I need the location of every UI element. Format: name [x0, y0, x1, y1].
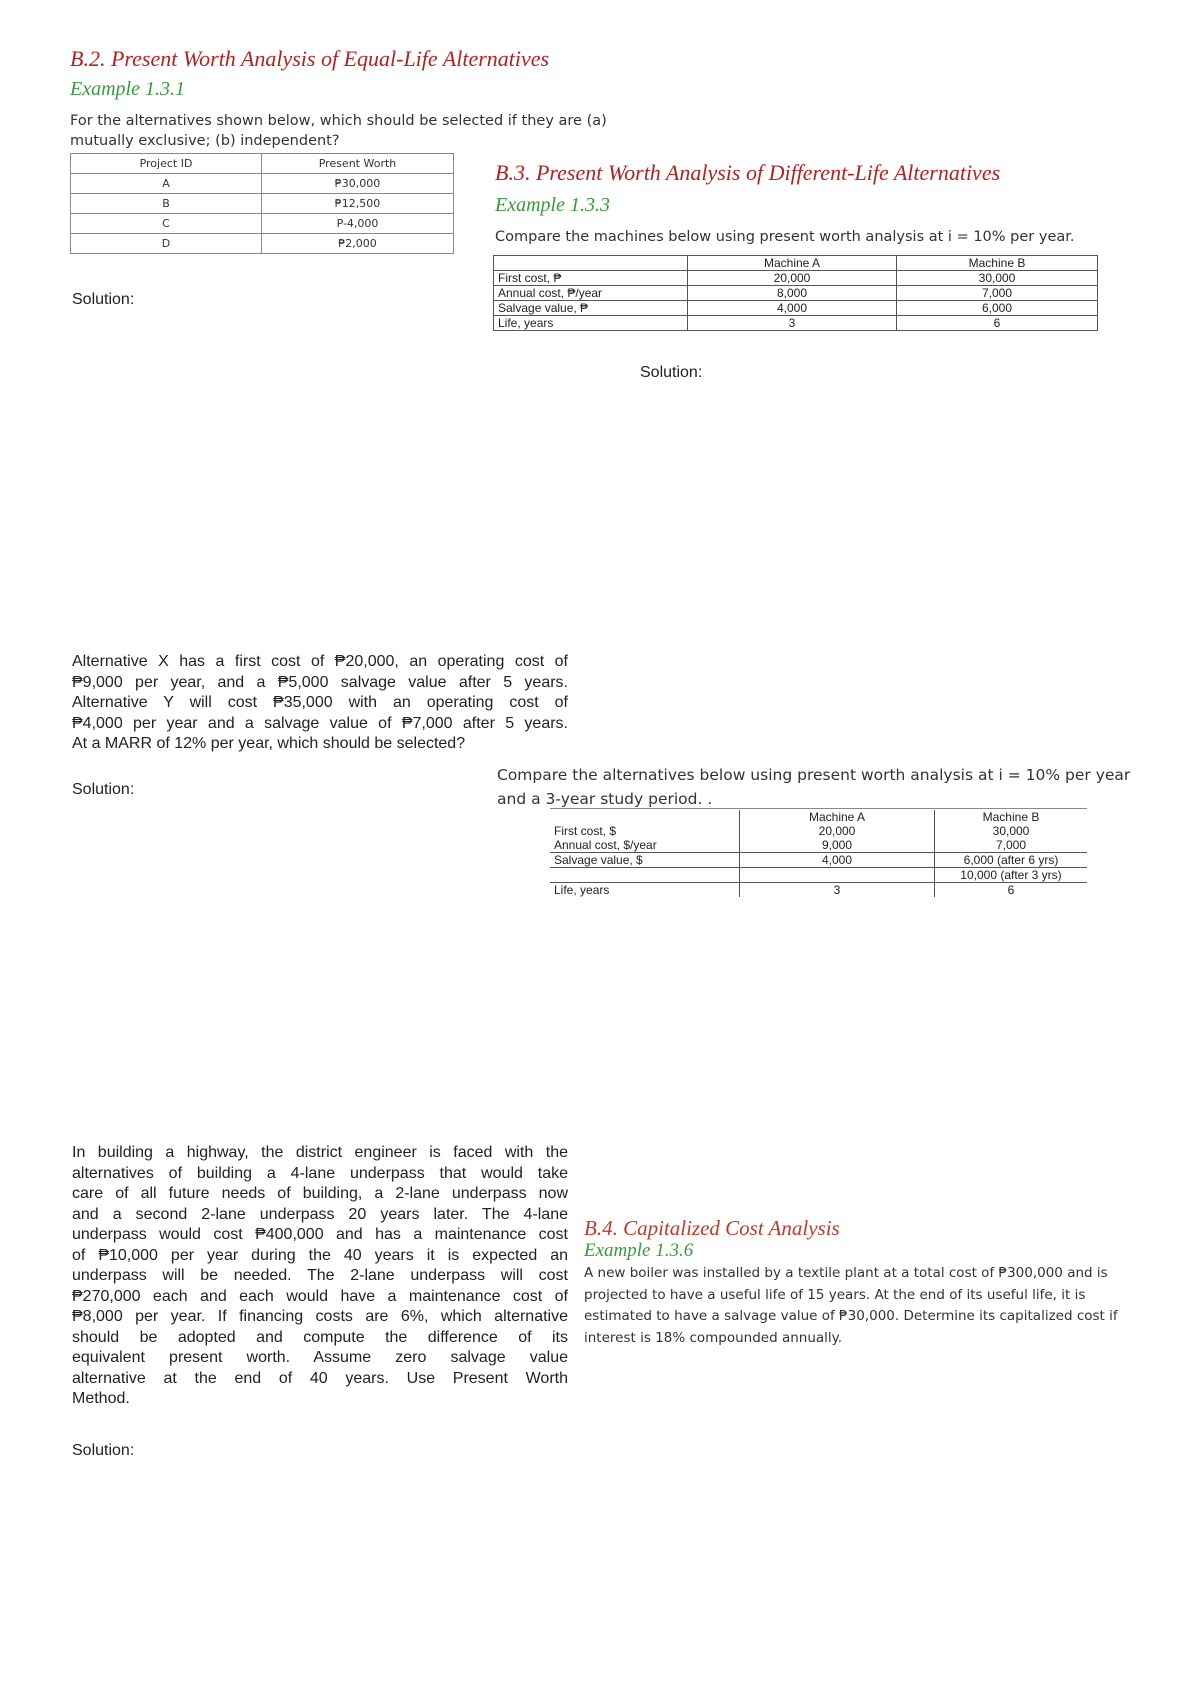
b3-machine-table [493, 255, 1098, 331]
table-cell: 9,000 [740, 838, 935, 853]
table-header-cell: Project ID [71, 154, 262, 174]
highway-line: of ₱10,000 per year during the 40 years it is expected an [72, 1246, 568, 1264]
alt-xy-problem [72, 652, 568, 755]
table-cell: 7,000 [897, 286, 1098, 301]
table-cell: Life, years [550, 883, 740, 898]
table-row [550, 838, 1087, 853]
b2-problem-line1: For the alternatives shown below, which should be selected if they are (a) [70, 113, 607, 129]
table-cell [740, 868, 935, 883]
table-cell: P-4,000 [262, 214, 454, 234]
table-cell: Life, years [494, 316, 688, 331]
table-cell: D [71, 234, 262, 254]
table-header-cell [550, 810, 740, 824]
table-cell: Salvage value, ₱ [494, 301, 688, 316]
alt-xy-line: ₱9,000 per year, and a ₱5,000 salvage value after 5 years. [72, 673, 568, 691]
table-cell: ₱30,000 [262, 174, 454, 194]
table-row [550, 868, 1087, 883]
b4-example-label: Example 1.3.6 [584, 1240, 694, 1261]
alt-xy-line: Alternative Y will cost ₱35,000 with an operating cost of [72, 694, 568, 711]
study-period-table [550, 810, 1087, 897]
table-cell: First cost, $ [550, 824, 740, 838]
table-row [494, 286, 1098, 301]
table-row [550, 853, 1087, 868]
table-cell: 6 [1007, 883, 1015, 897]
b3-example-label: Example 1.3.3 [495, 194, 610, 216]
table-row [71, 194, 454, 214]
table-header-row [494, 256, 1098, 271]
b4-problem [584, 1263, 1118, 1349]
b4-line: projected to have a useful life of 15 years. At the end of its useful life, it is [584, 1286, 1086, 1303]
highway-problem [72, 1143, 568, 1410]
table-row [71, 214, 454, 234]
table-cell: B [71, 194, 262, 214]
table-row [550, 883, 1087, 898]
table-header-cell: Machine B [982, 810, 1040, 824]
highway-line: In building a highway, the district engineer is faced with the [72, 1144, 568, 1161]
table-cell: 8,000 [688, 286, 897, 301]
highway-line: and a second 2-lane underpass 20 years later. The 4-lane [72, 1205, 568, 1223]
table-cell: 6,000 (after 6 yrs) [935, 853, 1088, 868]
b3-problem: Compare the machines below using present worth analysis at i = 10% per year. [495, 229, 1075, 245]
b2-solution-label: Solution: [72, 291, 135, 308]
table-cell: C [71, 214, 262, 234]
highway-solution-label: Solution: [72, 1442, 135, 1459]
table-header-cell: Machine A [688, 256, 897, 271]
highway-line: should be adopted and compute the difference of its [72, 1328, 568, 1346]
table-cell: 6,000 [897, 301, 1098, 316]
table-cell: A [71, 174, 262, 194]
table-header-cell: Present Worth [262, 154, 454, 174]
table-row [550, 824, 1087, 838]
table-cell: Annual cost, ₱/year [494, 286, 688, 301]
table-cell: 30,000 [992, 824, 1030, 838]
table-cell: 6 [897, 316, 1098, 331]
study-table-top-rule [550, 808, 1087, 809]
b4-line: A new boiler was installed by a textile plant at a total cost of ₱300,000 and is [584, 1265, 1108, 1281]
highway-line: ₱270,000 each and each would have a maintenance cost of [72, 1287, 568, 1305]
highway-line: Method. [72, 1390, 130, 1407]
alt-xy-solution-label: Solution: [72, 781, 135, 798]
b2-title: B.2. Present Worth Analysis of Equal-Life Alternatives [70, 46, 550, 71]
table-header-cell: Machine A [740, 810, 935, 824]
table-cell: First cost, ₱ [494, 271, 688, 286]
table-cell: 20,000 [740, 824, 935, 838]
table-cell: 4,000 [688, 301, 897, 316]
table-cell [550, 868, 740, 883]
table-header-row [71, 154, 454, 174]
table-cell: Salvage value, $ [550, 853, 740, 868]
table-row [494, 301, 1098, 316]
table-cell: 30,000 [897, 271, 1098, 286]
table-row [494, 271, 1098, 286]
b3-solution-label: Solution: [640, 364, 703, 381]
b2-example-label: Example 1.3.1 [70, 78, 185, 100]
alt-xy-line: ₱4,000 per year and a salvage value of ₱7,000 after 5 years. [72, 714, 568, 732]
table-cell: 7,000 [995, 838, 1027, 852]
alt-xy-line: At a MARR of 12% per year, which should be selected? [72, 735, 466, 752]
table-cell: 4,000 [740, 853, 935, 868]
b4-line: interest is 18% compounded annually. [584, 1329, 843, 1346]
b4-title: B.4. Capitalized Cost Analysis [584, 1216, 840, 1240]
highway-line: ₱8,000 per year. If financing costs are 6%, which alternative [72, 1308, 568, 1325]
table-header-cell: Machine B [897, 256, 1098, 271]
highway-line: alternative at the end of 40 years. Use Present Worth [72, 1369, 568, 1387]
b2-project-table [70, 153, 454, 254]
alt-xy-line: Alternative X has a first cost of ₱20,000, an operating cost of [72, 653, 568, 670]
table-cell: 20,000 [688, 271, 897, 286]
highway-line: alternatives of building a 4-lane underpass that would take [72, 1164, 568, 1182]
highway-line: underpass will be needed. The 2-lane underpass will cost [72, 1267, 568, 1284]
highway-line: care of all future needs of building, a 2-lane underpass now [72, 1185, 568, 1202]
table-header-cell [494, 256, 688, 271]
b4-line: estimated to have a salvage value of ₱30,000. Determine its capitalized cost if [584, 1308, 1118, 1324]
b2-problem-line2: mutually exclusive; (b) independent? [70, 133, 340, 149]
study-period-line2: and a 3-year study period. . [497, 790, 713, 808]
table-cell: 3 [740, 883, 935, 898]
table-cell: 3 [688, 316, 897, 331]
highway-line: underpass would cost ₱400,000 and has a maintenance cost [72, 1226, 568, 1243]
table-cell: ₱12,500 [262, 194, 454, 214]
highway-line: equivalent present worth. Assume zero salvage value [72, 1349, 568, 1366]
table-row [494, 316, 1098, 331]
table-row [71, 174, 454, 194]
table-cell: Annual cost, $/year [550, 838, 740, 853]
b3-title: B.3. Present Worth Analysis of Different-Life Alternatives [495, 160, 1001, 185]
study-period-line1: Compare the alternatives below using present worth analysis at i = 10% per year [497, 766, 1131, 784]
table-cell: 10,000 (after 3 yrs) [935, 868, 1088, 883]
table-cell: ₱2,000 [262, 234, 454, 254]
table-header-row [550, 810, 1087, 824]
table-row [71, 234, 454, 254]
